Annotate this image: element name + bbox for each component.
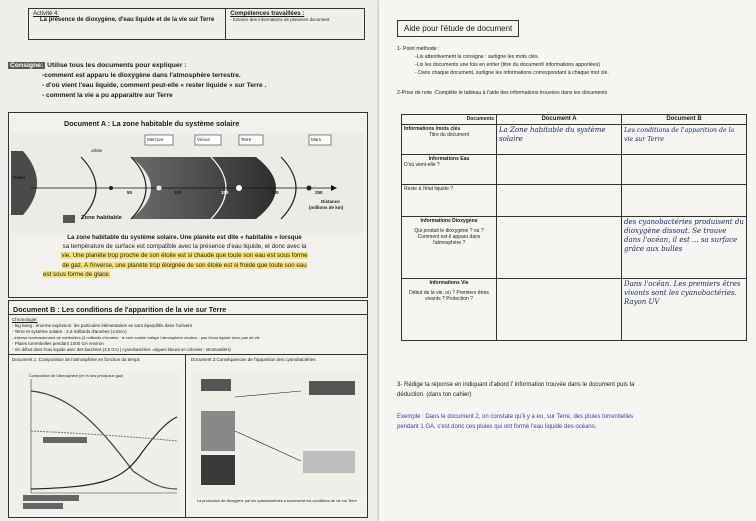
row-sub: Début de la vie, où ? Premiers êtres vivants ? Protection ? — [409, 290, 489, 302]
planet-mars-label: Mars — [311, 137, 321, 142]
table-cell-label — [402, 185, 497, 217]
legend-swatch — [63, 215, 75, 223]
consigne-line — [8, 62, 187, 69]
skills-text: - Extraire des informations de plusieurs document — [230, 17, 330, 22]
answer-a-eau-1[interactable] — [497, 155, 622, 185]
activity-header — [28, 8, 365, 40]
table-header-document-a: Document A — [497, 115, 622, 125]
document-b-vertical-divider — [185, 354, 186, 517]
planet-terre-label: Terre — [241, 137, 252, 142]
answer-b-dioxygene[interactable]: des cyanobactéries produisent du dioxygène dissout. Se trouve dans l'océan, il est ... sa surface grâce aux bulles — [622, 217, 747, 279]
doc1-caption: Document 1 :Composition de l'atmosphère en fonction du temps — [12, 357, 140, 362]
caption-line-3: vie. Une planète trop proche de son étoile est si chaude que toute son eau est sous forme — [61, 252, 308, 260]
document-a-title: Document A : La zone habitable du système solaire — [64, 119, 240, 128]
document-b-divider — [9, 314, 367, 315]
consigne-bullet-3: - comment la vie a pu apparaître sur Terre — [42, 92, 173, 99]
table-header-document-b: Document B — [622, 115, 747, 125]
scale-tick-50: 50 — [127, 190, 133, 195]
answer-b-vie[interactable]: Dans l'océan. Les premiers êtres vivants sont les cyanobactéries. Rayon UV — [622, 279, 747, 341]
orbit-label: orbite — [91, 148, 103, 153]
consigne-text: Utilise tous les documents pour expliquer : — [47, 62, 187, 69]
row-label: Informations /mots clés — [404, 126, 461, 132]
table-row-vie — [402, 279, 747, 341]
method-label: 1- Point méthode : — [397, 46, 440, 52]
sun-label: Soleil — [13, 175, 26, 180]
row-sub: Qui produit le dioxygène ? où ? Comment est-il apparu dans l'atmosphère ? — [414, 228, 484, 246]
planet-dot-terre — [236, 185, 242, 191]
distance-label: Distance — [321, 199, 340, 204]
activity-title: La présence de dioxygène, d'eau liquide et de la vie sur Terre — [39, 17, 215, 23]
row-sub: Titre du document — [428, 132, 470, 138]
skills-cell — [226, 9, 364, 39]
note-taking-table — [401, 114, 747, 341]
row-sub: Reste à l'état liquide ? — [404, 186, 454, 192]
planet-dot-venus — [156, 185, 162, 191]
method-line-1: -Lis attentivement la consigne : surligne les mots clés. — [415, 54, 539, 60]
table-cell-label — [402, 217, 497, 279]
caption-line-4: de gaz. A l'inverse, une planète trop éloignée de son étoile est si froide que toute son eau — [62, 261, 307, 269]
worksheet-right-page — [379, 0, 756, 521]
row-sub: D'où vient-elle ? — [404, 162, 440, 168]
document-b-title: Document B : Les conditions de l'apparition de la vie sur Terre — [13, 305, 227, 314]
diagram-box-3 — [303, 451, 355, 473]
table-row-eau-2 — [402, 185, 747, 217]
diagram-box-1 — [201, 379, 231, 391]
answer-a-vie[interactable] — [497, 279, 622, 341]
table-row-dioxygene — [402, 217, 747, 279]
skills-label: Compétences travaillées : — [230, 11, 305, 17]
chronology-line-2: - Terre et système solaire : 4,6 milliards d'années (4,6GA) — [12, 329, 127, 334]
row-label: Informations Eau — [428, 156, 470, 162]
planet-mercure-label: Mercure — [147, 137, 164, 142]
chronology-line-5: - Vie début dans l'eau liquide avec des bactéries (3,5 GA) ( cyanobactéries =algues bleues en colonies : stromatolites) — [12, 347, 231, 352]
row-label: Informations Dioxygène — [420, 218, 478, 224]
planet-venus-label: Vénus — [197, 137, 210, 142]
caption-line-2: sa température de surface est compatible avec la présence d'eau liquide, et donc avec la — [62, 243, 307, 251]
activity-cell — [29, 9, 226, 39]
method-line-2: -Lis les documents une fois en entier (titre du document/ informations apportées) — [415, 62, 601, 68]
table-row-title — [402, 125, 747, 155]
caption-line-1: La zone habitable du système solaire. Une planète est dite « habitable » lorsque — [67, 234, 302, 241]
answer-b-title: Les conditions de l'apparition de la vie sur Terre — [622, 125, 747, 155]
step2-text: 2-Prise de note :Complète le tableau à l'aide des informations trouvées dans les documents — [397, 90, 608, 96]
step3-line-1: 3- Rédige ta réponse en indiquant d'abord l' information trouvée dans le document puis ta — [397, 382, 635, 388]
planet-dot-mercure — [109, 186, 113, 190]
answer-a-dioxygene[interactable] — [497, 217, 622, 279]
distance-unit: (millions de km) — [309, 205, 344, 210]
diagram-box-2 — [309, 381, 355, 395]
table-header-row — [402, 115, 747, 125]
consigne-bullet-1: -comment est apparu le dioxygène dans l'atmosphère terrestre. — [42, 72, 241, 79]
example-line-1: Exemple : Dans le document 2, on constate qu'il y a eu, sur Terre, des pluies torrentielles — [397, 414, 634, 420]
doc1-curve-label: Composition de l'atmosphère (en % des principaux gaz) — [29, 374, 124, 378]
answer-b-eau-1[interactable] — [622, 155, 747, 185]
doc2-caption: Document 2:Conséquences de l'apparition des cyanobactéries — [191, 357, 316, 362]
aide-title: Aide pour l'étude de document — [397, 20, 519, 37]
table-cell-label — [402, 125, 497, 155]
chronology-line-3: - intense bombardement de météorites (4 milliards d'années : le vent solaire balaye l'atmosphère chaleur ; pas d'eau liquide donc pas de vie — [12, 335, 260, 340]
document-a-caption — [37, 233, 332, 279]
answer-a-eau-2[interactable] — [497, 185, 622, 217]
chronology-line-4: - Pluies torrentielles pendant 1000 GA environ — [12, 341, 104, 346]
chart-label-bar-3 — [23, 503, 63, 509]
table-cell-label — [402, 155, 497, 185]
legend-label: Zone habitable — [81, 215, 122, 221]
document-a-box — [8, 112, 368, 298]
diagram-stromatolite — [201, 455, 235, 485]
atmosphere-composition-chart — [13, 371, 181, 511]
row-label: Informations Vie — [429, 280, 469, 286]
chart-label-bar-2 — [23, 495, 79, 501]
diagram-ocean-column — [201, 411, 235, 451]
doc2-bottom-caption: La production de dioxygène par les cyanobactéries a bouleversé les conditions de vie sur Terre — [197, 499, 357, 503]
step3-line-2: déduction. (dans ton cahier) — [397, 392, 472, 398]
document-b-divider-2 — [9, 354, 367, 355]
scale-tick-100: 100 — [174, 190, 182, 195]
answer-b-eau-2[interactable] — [622, 185, 747, 217]
caption-line-5: est sous forme de glace. — [43, 270, 111, 278]
scale-tick-250: 250 — [315, 190, 323, 195]
activity-label: Activité 4: — [33, 11, 60, 17]
scale-tick-200: 200 — [271, 190, 279, 195]
table-row-eau-1 — [402, 155, 747, 185]
consigne-bullet-2: - d'où vient l'eau liquide, comment peut-elle « rester liquide » sur Terre . — [42, 82, 267, 89]
chronology-line-1: - big bang : énorme explosion: les particules élémentaires se sont éparpillés dans l'univers — [12, 323, 192, 328]
chart-label-bar-1 — [43, 437, 87, 443]
method-line-3: - Dans chaque document, surligne les informations correspondant à chaque mot clé. — [415, 70, 609, 76]
answer-a-title: La Zone habitable du système solaire — [497, 125, 622, 155]
table-header-documents: Documents — [402, 115, 497, 125]
example-line-2: pendant 1 GA, c'est donc ces pluies qui ont formé l'eau liquide des océans. — [397, 424, 597, 430]
document-b-box — [8, 300, 368, 518]
consigne-label: Consigne: — [10, 62, 44, 69]
chronology-label: Chronologie: — [12, 317, 38, 322]
scale-tick-150: 150 — [221, 190, 229, 195]
table-cell-label — [402, 279, 497, 341]
planet-dot-mars — [307, 186, 312, 191]
cyanobacteria-consequences-diagram — [191, 371, 363, 497]
